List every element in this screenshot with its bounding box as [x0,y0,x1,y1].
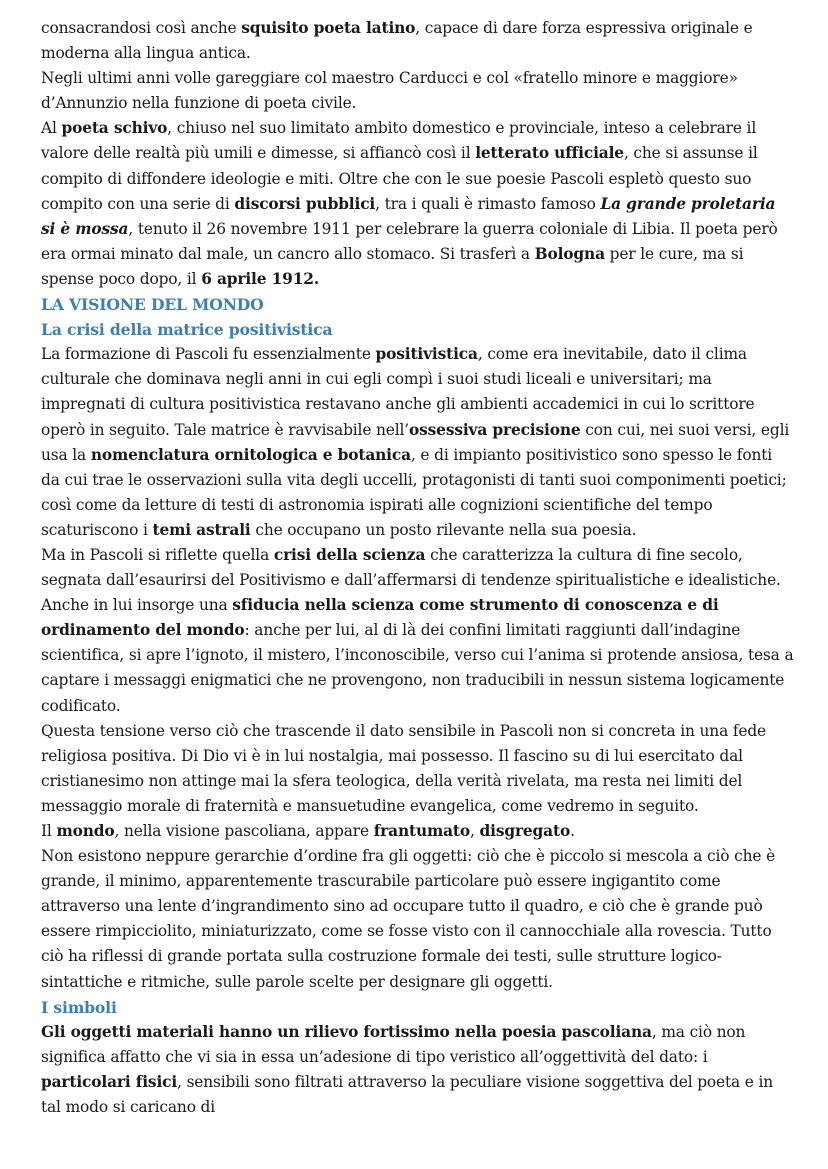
text-run: , come era inevitabile, dato il clima culturale che dominava negli anni in cui egli compì i suoi studi liceali e universitari; ma impregnati di cultura positivistica restavano anche gli ambienti accademici in cui lo scrittore operò in seguito. Tale matrice è ravvisabile nell’ [41,345,755,439]
text-run: , tra i quali è rimasto famoso [375,194,601,213]
emphasized-text: frantumato [373,822,471,840]
body-paragraph [41,543,794,719]
emphasized-text: mondo [56,822,115,840]
section-heading: LA VISIONE DEL MONDO [41,295,264,315]
emphasized-text: positivistica [375,345,478,364]
text-run: , chiuso nel suo limitato ambito domestico e provinciale, inteso a celebrare il valore delle realtà più umili e dimesse, si affiancò così il [41,119,757,163]
emphasized-text: discorsi pubblici [234,194,376,213]
emphasized-text: temi astrali [152,520,251,539]
body-paragraph [41,16,794,66]
text-run: consacrandosi così anche [41,19,242,37]
emphasized-text: 6 aprile 1912. [201,269,320,288]
emphasized-text: particolari fisici [41,1072,178,1091]
emphasized-text: letterato ufficiale [475,144,624,163]
text-run: che occupano un posto rilevante nella sua poesia. [250,520,637,539]
body-paragraph [41,719,794,819]
emphasized-text: Bologna [534,244,605,263]
text-run: Al [41,119,62,138]
emphasized-text: poeta schivo [61,119,168,138]
body-paragraph [41,342,794,543]
emphasized-text: squisito poeta latino [241,19,416,37]
body-paragraph [41,1020,794,1120]
emphasized-text: La grande proletaria si è mossa [41,194,776,238]
text-run: . [570,822,575,840]
text-run: che caratterizza la cultura di fine secolo, segnata dall’esaurirsi del Positivismo e dall’affermarsi di tendenze spiritualistiche e idealistiche. Anche in lui insorge una [41,545,781,615]
text-run: , [470,822,480,840]
text-run: con cui, nei suoi versi, egli usa la [41,420,790,464]
emphasized-text: crisi della scienza [273,545,426,564]
emphasized-text: sfiducia nella scienza come strumento di conoscenza e di ordinamento del mondo [41,596,719,640]
body-paragraph [41,819,794,844]
emphasized-text: ossessiva precisione [409,420,581,439]
text-run: , e di impianto positivistico sono spesso le fonti da cui trae le osservazioni sulla vita degli uccelli, protagonisti di tanti suoi componimenti poetici; così come da letture di testi di astronomia ispirati alle cognizioni scientifiche del tempo scaturiscono i [41,445,787,539]
body-paragraph [41,66,794,116]
text-run: , tenuto il 26 novembre 1911 per celebrare la guerra coloniale di Libia. Il poeta però era ormai minato dal male, un cancro allo stomaco. Si trasferì a [41,219,778,263]
text-run: , ma ciò non significa affatto che vi sia in essa un’adesione di tipo veristico all’oggettività del dato: i [41,1022,746,1066]
text-run: , che si assunse il compito di diffondere ideologie e miti. Oltre che con le sue poesie Pascoli espletò questo suo compito con una serie di [41,144,758,213]
emphasized-text: disgregato [479,822,571,840]
text-run: : anche per lui, al di là dei confini limitati raggiunti dall’indagine scientifica, si apre l’ignoto, il mistero, l’inconoscibile, verso cui l’anima si protende ansiosa, tesa a captare i messaggi enigmatici che ne provengono, non traducibili in nessun sistema logicamente codificato. [41,621,794,715]
text-run: Questa tensione verso ciò che trascende il dato sensibile in Pascoli non si concreta in una fede religiosa positiva. Di Dio vi è in lui nostalgia, mai possesso. Il fascino su di lui esercitato dal cristianesimo non attinge mai la sfera teologica, della verità rivelata, ma resta nei limiti del messaggio morale di fraternità e mansuetudine evangelica, come vedremo in seguito. [41,721,766,815]
text-run: Ma in Pascoli si riflette quella [41,545,274,564]
emphasized-text: Gli oggetti materiali hanno un rilievo fortissimo nella poesia pascoliana [41,1022,652,1041]
text-run: per le cure, ma si spense poco dopo, il [41,244,744,288]
text-run: La formazione di Pascoli fu essenzialmente [41,345,376,364]
body-paragraph [41,844,794,995]
text-run: Il [41,822,57,840]
emphasized-text: nomenclatura ornitologica e botanica [90,445,411,464]
subsection-heading: I simboli [41,997,117,1017]
text-run: , capace di dare forza espressiva originale e moderna alla lingua antica. [41,19,753,63]
text-run: Negli ultimi anni volle gareggiare col maestro Carducci e col «fratello minore e maggiore» d’Annunzio nella funzione di poeta civile. [41,69,738,113]
text-run: , sensibili sono filtrati attraverso la peculiare visione soggettiva del poeta e in tal modo si caricano di [41,1072,774,1117]
text-run: Non esistono neppure gerarchie d’ordine fra gli oggetti: ciò che è piccolo si mescola a ciò che è grande, il minimo, apparentemente trascurabile particolare può essere ingigantito come attraverso una lente d’ingrandimento sino ad occupare tutto il quadro, e ciò che è grande può essere rimpicciolito, miniaturizzato, come se fosse visto con il cannocchiale alla rovescia. Tutto ciò ha riflessi di grande portata sulla costruzione formale dei testi, sulle strutture logico-sintattiche e ritmiche, sulle parole scelte per designare gli oggetti. [41,847,776,991]
subsection-heading: La crisi della matrice positivistica [41,320,333,340]
body-paragraph [41,116,794,292]
text-run: , nella visione pascoliana, appare [114,822,374,840]
